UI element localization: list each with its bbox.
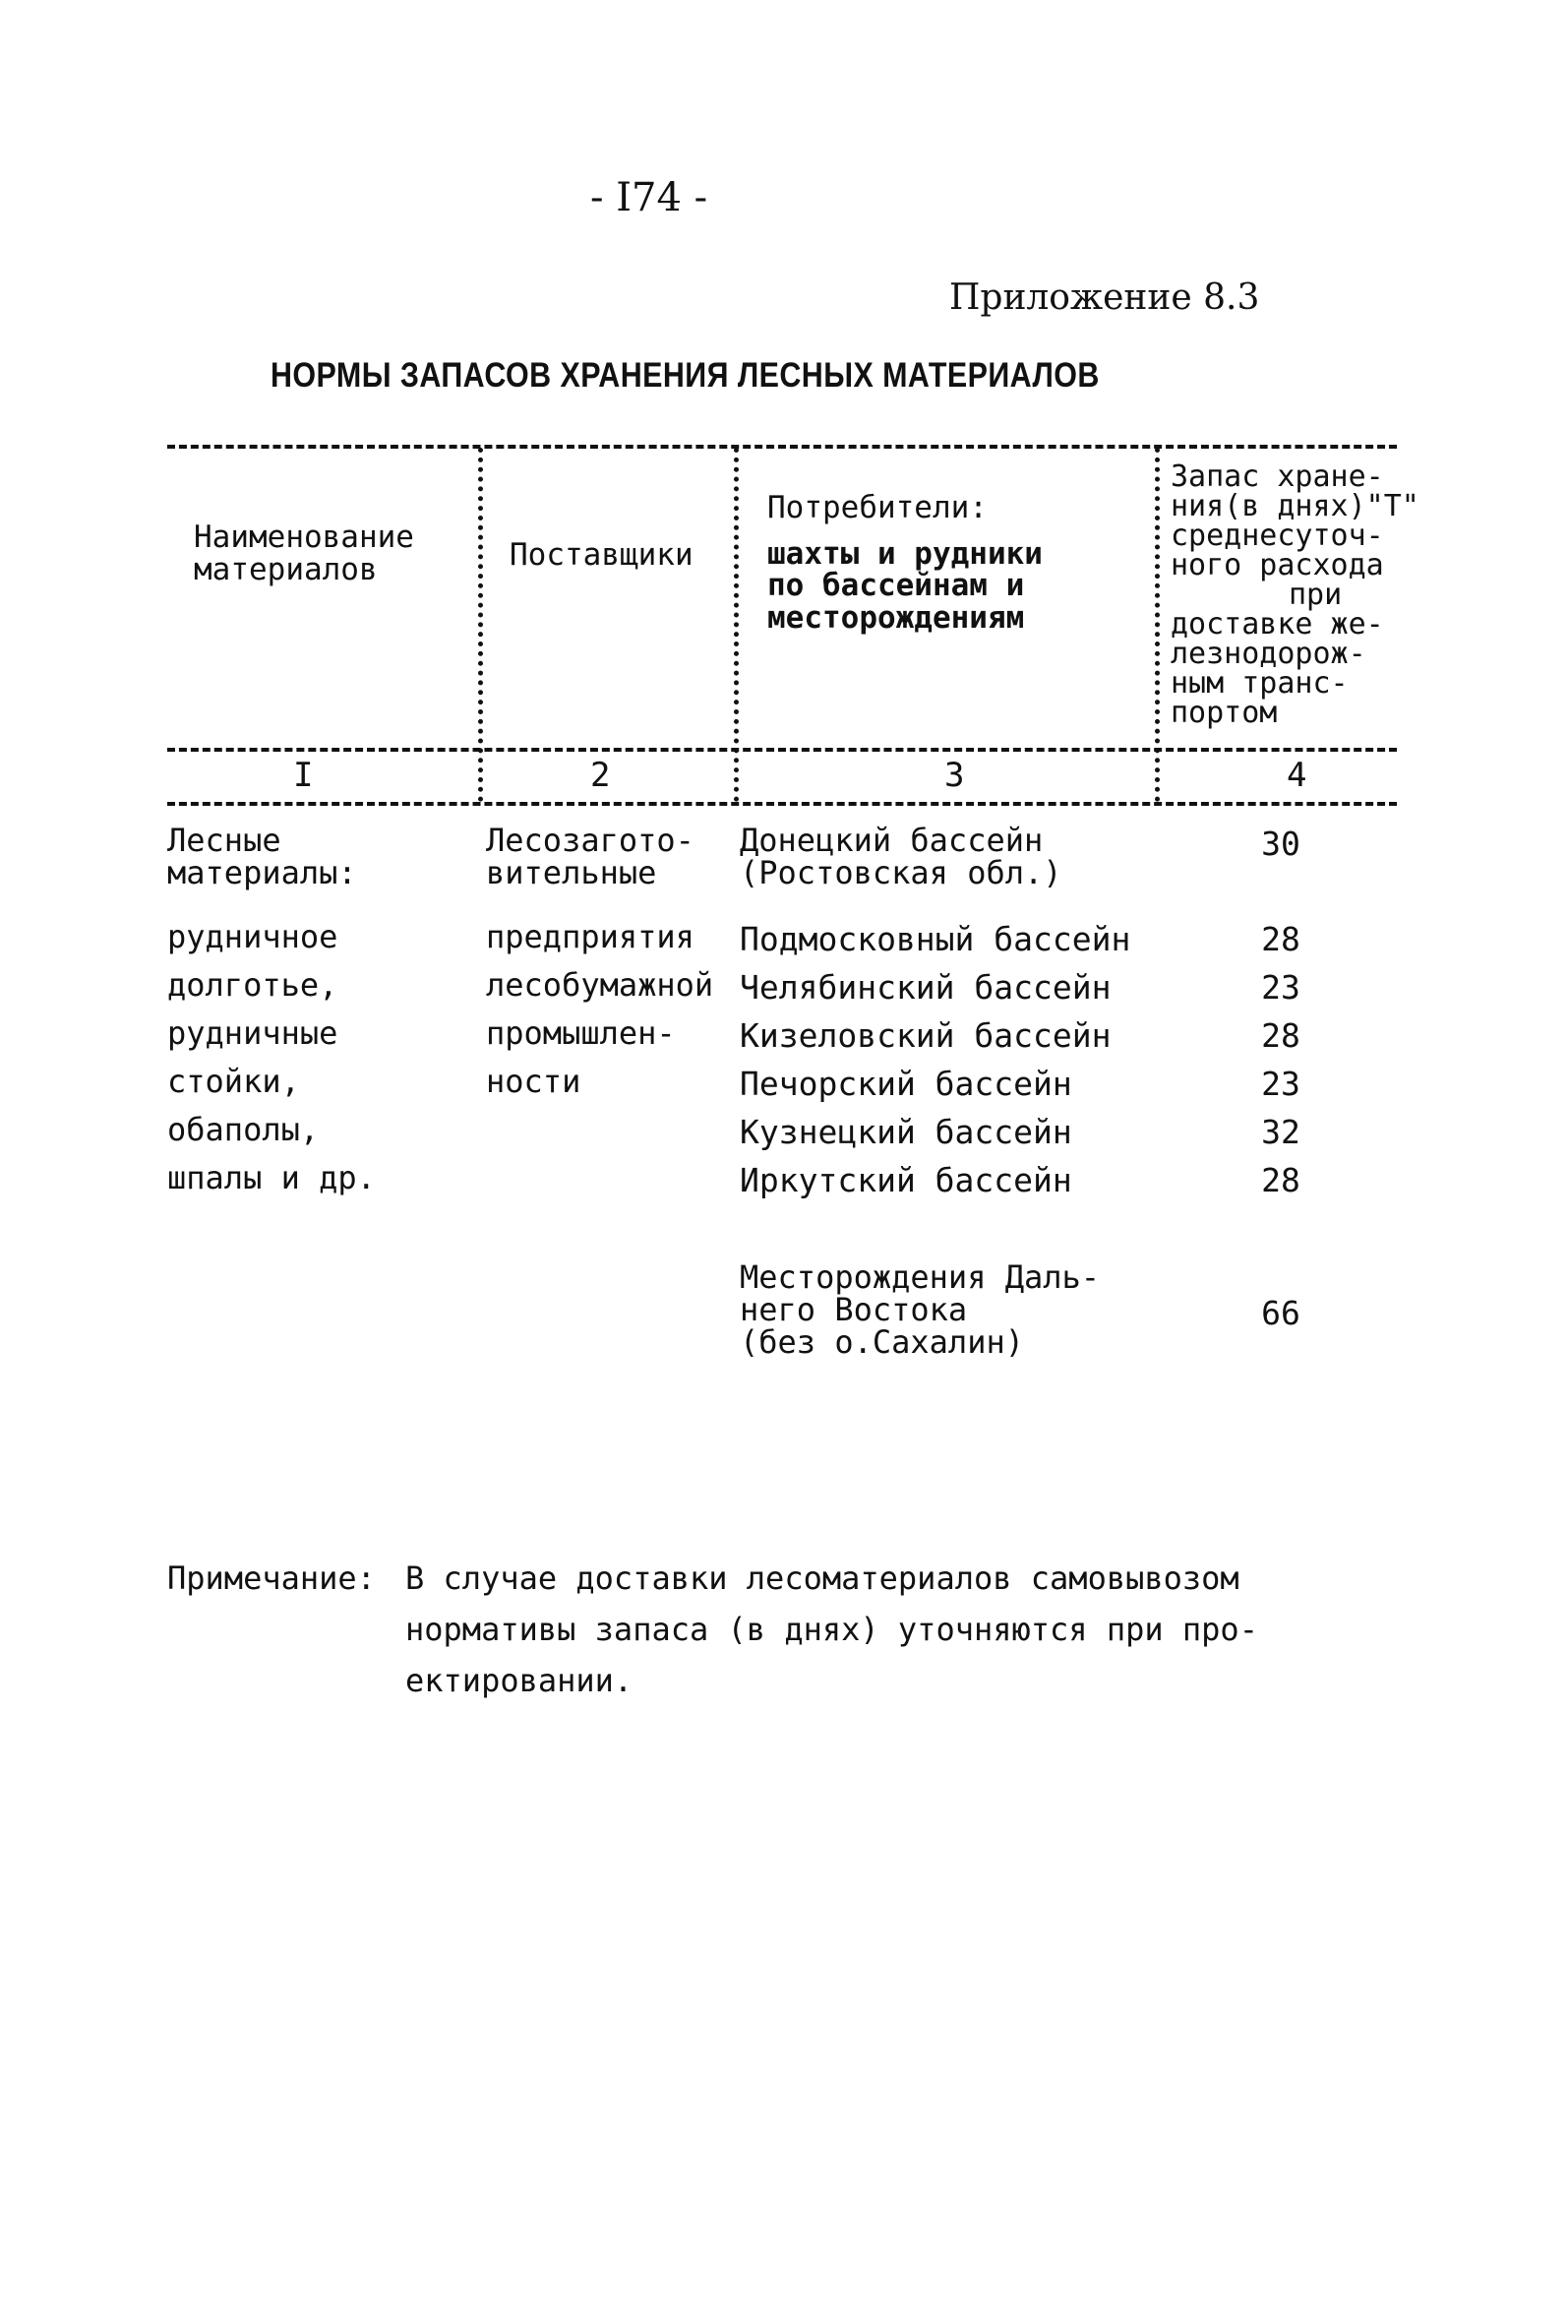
materials-gap: [167, 889, 376, 913]
column-divider-3: [1155, 448, 1160, 802]
colnum-bottom-rule: [167, 802, 1397, 806]
consumer-line: него Востока: [740, 1291, 968, 1328]
header-consumers-line: месторождениям: [767, 599, 1025, 636]
materials-line: материалы:: [167, 854, 357, 891]
column-number-3: 3: [944, 756, 965, 795]
materials-line: шпалы и др.: [167, 1159, 376, 1196]
appendix-label: Приложение 8.3: [949, 277, 1260, 318]
days-value: 66: [1261, 1294, 1300, 1332]
consumer-row: Кузнецкий бассейн: [740, 1113, 1072, 1151]
header-consumers-line: шахты и рудники: [767, 535, 1043, 572]
consumer-line: (без о.Сахалин): [740, 1323, 1024, 1361]
consumer-line: Донецкий бассейн: [740, 822, 1044, 859]
note-line: нормативы запаса (в днях) уточняются при про-: [405, 1611, 1258, 1648]
column-number-1: I: [293, 756, 314, 795]
materials-line: рудничное: [167, 918, 338, 955]
consumer-row: Печорский бассейн: [740, 1065, 1072, 1103]
header-consumers-line: по бассейнам и: [767, 568, 1025, 604]
note-body: [405, 1553, 1258, 1706]
header-storage-line: портом: [1171, 696, 1278, 730]
consumer-row: Подмосковный бассейн: [740, 920, 1131, 958]
materials-line: обаполы,: [167, 1111, 320, 1148]
header-storage-days: [1171, 459, 1419, 730]
header-suppliers: [510, 539, 694, 572]
days-value: 28: [1261, 1161, 1300, 1199]
materials-line: стойки,: [167, 1063, 300, 1100]
header-materials: [194, 521, 414, 585]
suppliers-line: вительные: [486, 854, 657, 891]
days-value: 30: [1261, 825, 1300, 863]
header-suppliers-line: Поставщики: [510, 537, 694, 573]
consumer-line: (Ростовская обл.): [740, 854, 1062, 891]
header-materials-line: Наименование: [194, 520, 414, 555]
header-storage-line: при: [1289, 578, 1343, 612]
materials-line: Лесные: [167, 822, 281, 859]
suppliers-line: лесобумажной: [486, 966, 714, 1004]
header-consumers: [767, 492, 1043, 634]
header-storage-line: доставке же-: [1171, 607, 1384, 642]
consumer-far-east: [740, 1258, 1101, 1361]
suppliers-column: [486, 822, 714, 1106]
note-line: ектировании.: [405, 1662, 633, 1699]
suppliers-line: Лесозагото-: [486, 822, 694, 859]
days-value: 28: [1261, 1016, 1300, 1055]
consumer-row: Челябинский бассейн: [740, 968, 1112, 1007]
column-divider-2: [734, 448, 739, 802]
days-value: 23: [1261, 1065, 1300, 1103]
table-title: НОРМЫ ЗАПАСОВ ХРАНЕНИЯ ЛЕСНЫХ МАТЕРИАЛОВ: [271, 356, 1100, 395]
note-label: Примечание:: [167, 1560, 376, 1597]
materials-line: рудничные: [167, 1014, 338, 1052]
consumer-row: Иркутский бассейн: [740, 1161, 1072, 1199]
table-top-rule: [167, 445, 1397, 449]
materials-column: [167, 822, 376, 1202]
header-storage-line: ным транс-: [1171, 666, 1349, 701]
header-materials-line: материалов: [194, 551, 378, 587]
note-line: В случае доставки лесоматериалов самовывозом: [405, 1560, 1239, 1597]
suppliers-line: промышлен-: [486, 1014, 676, 1052]
materials-line: долготье,: [167, 966, 338, 1004]
consumer-row: Кизеловский бассейн: [740, 1016, 1112, 1055]
days-value: 28: [1261, 920, 1300, 958]
header-storage-line: ния(в днях)"Т": [1171, 489, 1419, 523]
page-number: - I74 -: [590, 175, 708, 220]
suppliers-line: предприятия: [486, 918, 694, 955]
header-storage-line: Запас хране-: [1171, 459, 1384, 494]
suppliers-gap: [486, 889, 713, 913]
header-consumers-intro: Потребители:: [767, 490, 988, 525]
consumer-line: Месторождения Даль-: [740, 1258, 1101, 1296]
header-bottom-rule: [167, 748, 1397, 752]
days-value: 23: [1261, 968, 1300, 1007]
suppliers-line: ности: [486, 1063, 581, 1100]
days-value: 32: [1261, 1113, 1300, 1151]
consumer-donetsk: [740, 822, 1062, 891]
header-storage-line: среднесуточ-: [1171, 519, 1384, 553]
column-number-4: 4: [1287, 756, 1307, 795]
column-divider-1: [478, 448, 483, 802]
header-storage-line: ного расхода: [1171, 548, 1384, 582]
column-number-2: 2: [590, 756, 611, 795]
header-storage-line: лезнодорож-: [1171, 637, 1366, 671]
